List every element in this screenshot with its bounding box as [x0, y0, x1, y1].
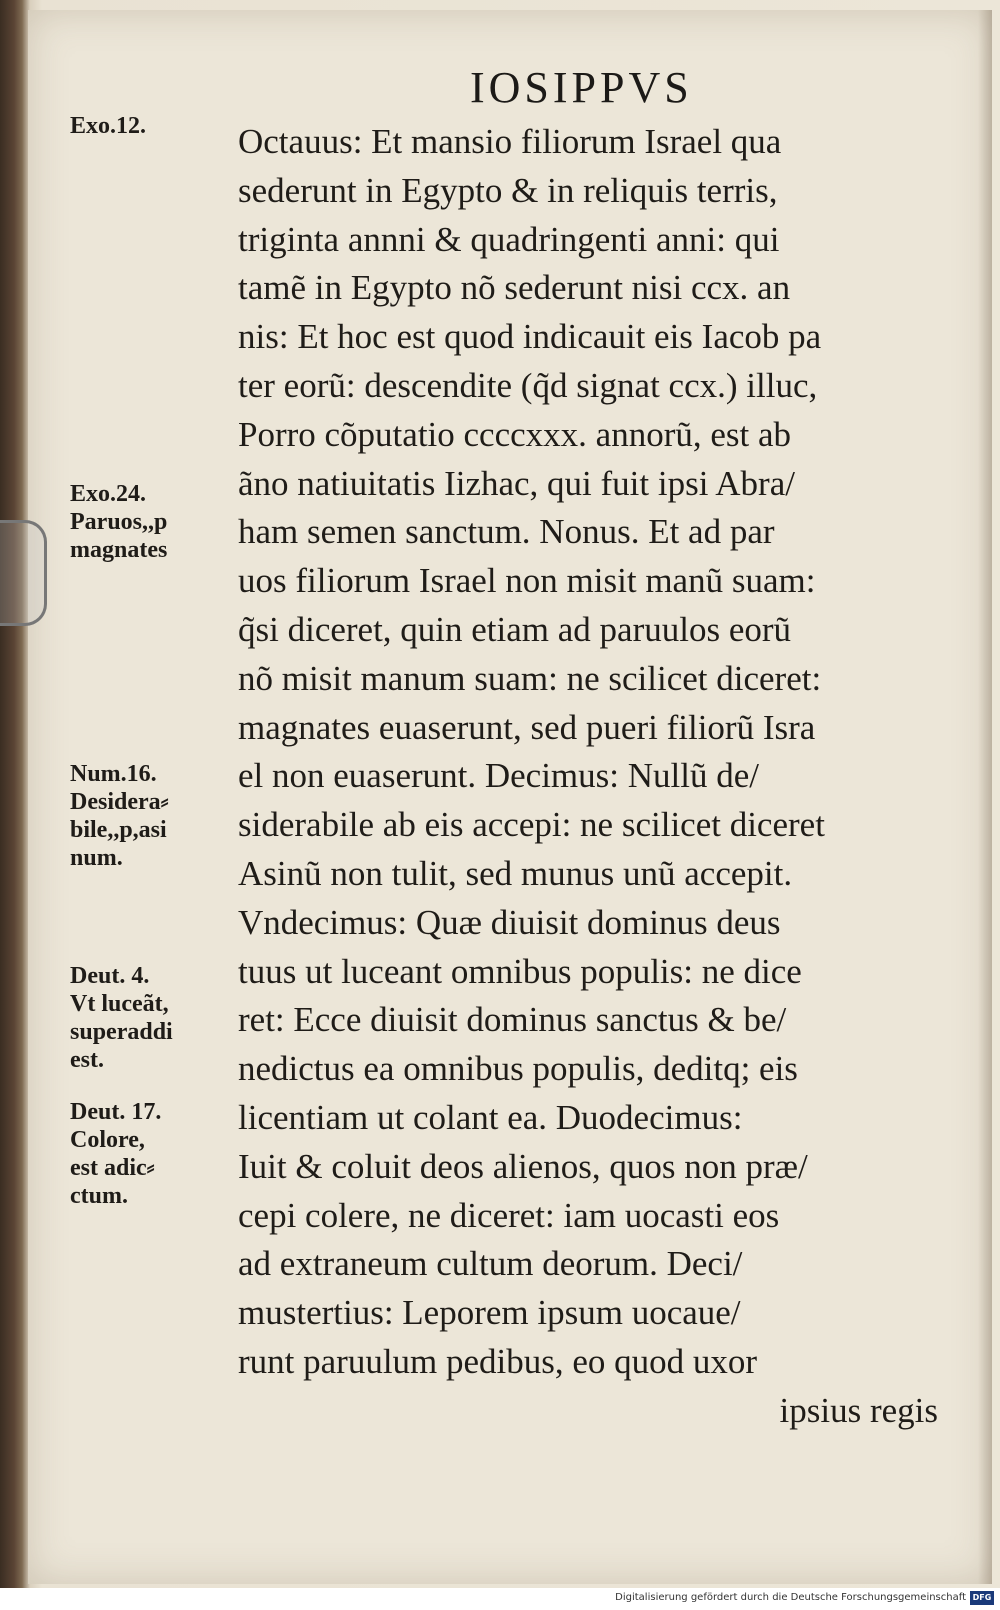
catchword: ipsius regis	[779, 1390, 938, 1430]
text-line: Vndecimus: Quæ diuisit dominus deus	[238, 902, 781, 942]
margin-note: Deut. 17. Colore, est adic⸗ ctum.	[70, 1099, 162, 1209]
text-line: q̃si diceret, quin etiam ad paruulos eorũ	[238, 609, 792, 649]
text-line: nõ misit manum suam: ne scilicet diceret:	[238, 658, 822, 698]
text-line: triginta annni & quadringenti anni: qui	[238, 219, 780, 259]
text-line: ter eorũ: descendite (q̃d signat ccx.) illuc,	[238, 365, 818, 405]
text-line: mustertius: Leporem ipsum uocaue/	[238, 1293, 741, 1333]
text-line: ham semen sanctum. Nonus. Et ad par	[238, 512, 775, 552]
margin-note: Num.16. Desidera⸗ bile,,p,asi num.	[70, 761, 169, 871]
text-line: nis: Et hoc est quod indicauit eis Iacob pa	[238, 317, 822, 357]
text-line: tuus ut luceant omnibus populis: ne dice	[238, 951, 802, 991]
margin-note: Exo.12.	[70, 113, 147, 139]
text-line: cepi colere, ne diceret: iam uocasti eos	[238, 1195, 780, 1235]
body-text	[238, 118, 978, 1436]
text-line: magnates euaserunt, sed pueri filiorũ Isra	[238, 707, 816, 747]
text-line: el non euaserunt. Decimus: Nullũ de/	[238, 756, 759, 796]
text-line: sederunt in Egypto & in reliquis terris,	[238, 170, 778, 210]
text-line: Octauus: Et mansio filiorum Israel qua	[238, 122, 782, 161]
text-line: tamẽ in Egypto nõ sederunt nisi ccx. an	[238, 268, 791, 308]
text-line: licentiam ut colant ea. Duodecimus:	[238, 1097, 743, 1137]
margin-note: Exo.24. Paruos,,p magnates	[70, 481, 168, 563]
text-line: uos filiorum Israel non misit manũ suam:	[238, 561, 816, 601]
text-line: Asinũ non tulit, sed munus unũ accepit.	[238, 853, 793, 893]
text-line: runt paruulum pedibus, eo quod uxor	[238, 1341, 758, 1381]
text-line: nedictus ea omnibus populis, deditq; eis	[238, 1049, 798, 1089]
text-line: ret: Ecce diuisit dominus sanctus & be/	[238, 1000, 787, 1040]
text-line: Porro cõputatio ccccxxx. annorũ, est ab	[238, 414, 792, 454]
margin-note: Deut. 4. Vt luceãt, superaddi est.	[70, 963, 173, 1073]
paper-clip	[0, 520, 47, 626]
running-title: IOSIPPVS	[470, 63, 693, 112]
text-line: ãno natiuitatis Iizhac, qui fuit ipsi Abra/	[238, 463, 795, 503]
footer-credit: Digitalisierung gefördert durch die Deutsche Forschungsgemeinschaft	[615, 1592, 966, 1603]
text-line: ad extraneum cultum deorum. Deci/	[238, 1244, 743, 1284]
digitization-footer	[0, 1588, 1000, 1610]
page-edge-shadow	[978, 10, 992, 1584]
text-line: Iuit & coluit deos alienos, quos non præ/	[238, 1146, 808, 1186]
dfg-logo: DFG	[970, 1591, 994, 1605]
text-line: siderabile ab eis accepi: ne scilicet diceret	[238, 805, 825, 845]
